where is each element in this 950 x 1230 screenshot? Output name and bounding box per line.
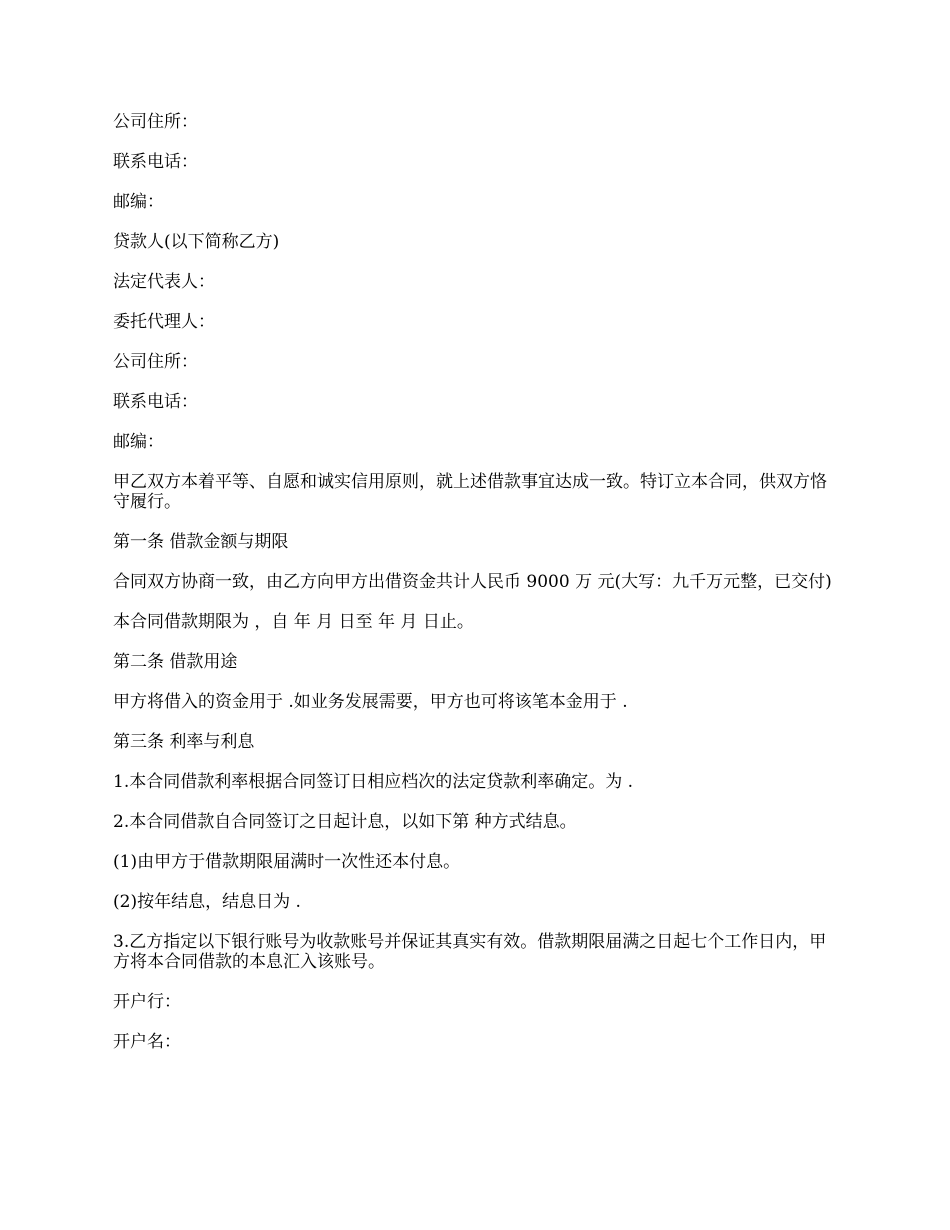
authorized-agent-label: 委托代理人： (113, 312, 215, 332)
bank-name-label: 开户行： (113, 992, 181, 1012)
settlement-option-1: (1)由甲方于借款期限届满时一次性还本付息。 (113, 852, 461, 872)
settlement-option-2: (2)按年结息，结息日为 . (113, 892, 301, 912)
loan-purpose-clause: 甲方将借入的资金用于 .如业务发展需要，甲方也可将该笔本金用于 . (113, 692, 628, 712)
loan-term-clause: 本合同借款期限为 ，自 年 月 日至 年 月 日止。 (113, 612, 474, 632)
article-1-heading: 第一条 借款金额与期限 (113, 532, 289, 552)
loan-amount-clause: 合同双方协商一致，由乙方向甲方出借资金共计人民币 9000 万 元(大写：九千万元整，已交付) (113, 572, 832, 592)
postcode-label-2: 邮编： (113, 432, 164, 452)
article-3-heading: 第三条 利率与利息 (113, 732, 255, 752)
document-page (113, 112, 843, 1072)
phone-label-1: 联系电话： (113, 152, 198, 172)
phone-label-2: 联系电话： (113, 392, 198, 412)
agreement-preamble: 甲乙双方本着平等、自愿和诚实信用原则，就上述借款事宜达成一致。特订立本合同，供双方恪守履行。 (113, 472, 827, 512)
article-2-heading: 第二条 借款用途 (113, 652, 238, 672)
company-address-label-1: 公司住所： (113, 112, 198, 132)
account-name-label: 开户名： (113, 1032, 181, 1052)
postcode-label-1: 邮编： (113, 192, 164, 212)
company-address-label-2: 公司住所： (113, 352, 198, 372)
bank-account-clause: 3.乙方指定以下银行账号为收款账号并保证其真实有效。借款期限届满之日起七个工作日内，甲方将本合同借款的本息汇入该账号。 (113, 932, 827, 972)
interest-calculation-clause: 2.本合同借款自合同签订之日起计息，以如下第 种方式结息。 (113, 812, 577, 832)
interest-rate-clause: 1.本合同借款利率根据合同签订日相应档次的法定贷款利率确定。为 . (113, 772, 634, 792)
lender-heading: 贷款人(以下简称乙方) (113, 232, 280, 252)
legal-representative-label: 法定代表人： (113, 272, 215, 292)
